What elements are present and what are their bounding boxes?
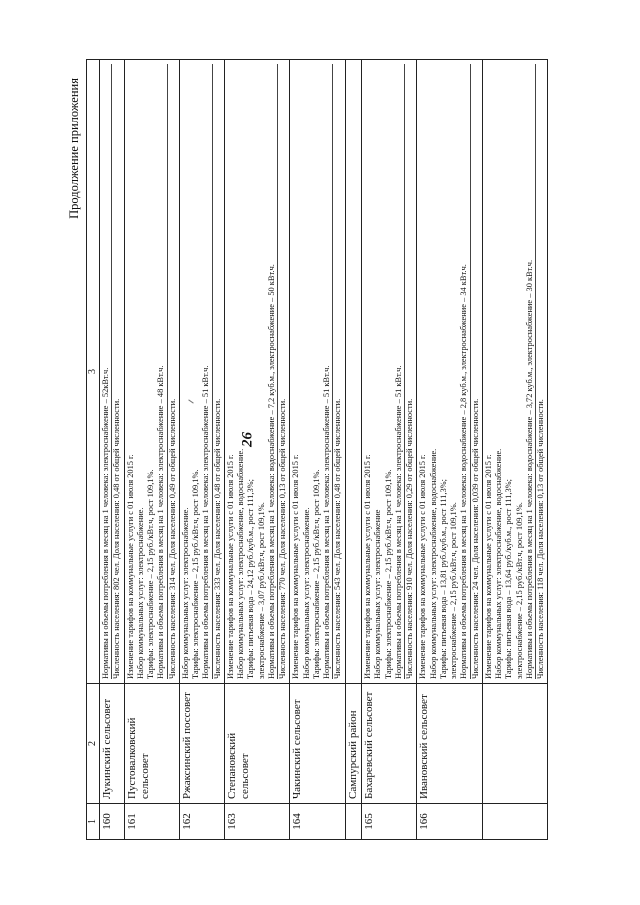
description-line: Изменение тарифов на коммунальные услуги с 01 июля 2015 г. [363,454,373,679]
description-line: Нормативы и объемы потребления в месяц на 1 человека: водоснабжение – 2,8 куб.м., электроснабжение – 34 кВт.ч. [459,264,469,679]
description-line: электроснабжение – 2,15 руб./кВт.ч, рост 109,1%. [449,502,459,679]
table-row [290,60,345,840]
description-line: электроснабжение – 2,15 руб./кВт.ч, рост 109,1%. [514,502,524,679]
table-row [179,60,224,840]
row-number: 162 [179,804,224,840]
description-line: Набор коммунальных услуг: электроснабжение [373,509,383,679]
header-cell-3: 3 [87,60,100,684]
description-line: Численность населения: 333 чел. Доля населения: 0,48 от общей численности. [212,64,223,679]
description-line: Численность населения: 802 чел. Доля населения: 0,48 от общей численности. [111,64,122,679]
description-line: Численность населения: 314 чел. Доля населения: 0,49 от общей численности. [167,64,178,679]
description-line: Численность населения: 910 чел. Доля населения: 0,29 от общей численности. [404,64,415,679]
description-line: Набор коммунальных услуг: электроснабжение, водоснабжение. [428,448,438,679]
table-row [124,60,179,840]
row-number: 161 [124,804,179,840]
region-row [345,60,361,840]
settlement-name: Степановский сельсовет [224,684,290,804]
table-row [417,60,483,840]
description-line: Тарифы: питьевая вода – 24,12 руб./куб.м., рост 111,3%; [246,479,256,679]
description-line: Численность населения: 118 чел. Доля населения: 0,13 от общей численности. [535,64,546,679]
description-line: Тарифы: электроснабжение – 2,15 руб./кВт.ч, рост 109,1%. [191,469,201,679]
description-line: Нормативы и объемы потребления в месяц на 1 человека: электроснабжение – 48 кВт.ч. [156,365,166,679]
settlement-name: Бахаревский сельсовет [362,684,417,804]
description-line: Тарифы: электроснабжение – 2,15 руб./кВт.ч, рост 109,1%. [311,469,321,679]
description-line: Нормативы и объемы потребления в месяц на 1 человека: электроснабжение – 51 кВт.ч. [201,365,211,679]
row-description [100,60,125,684]
table-row [362,60,417,840]
rotated-page [64,60,612,840]
table-row [100,60,125,840]
description-line: Численность населения: 770 чел. Доля населения: 0,13 от общей численности. [277,64,288,679]
description-line: Тарифы: электроснабжение – 2,15 руб./кВт.ч, рост 109,1%. [383,469,393,679]
description-line: Нормативы и объемы потребления в месяц на 1 человека: электроснабжение – 51 кВт.ч. [393,365,403,679]
row-description [417,60,483,684]
page-number: 26 [239,432,256,447]
settlement-name: Чакинский сельсовет [290,684,345,804]
settlement-name: Ивановский сельсовет [417,684,483,804]
description-line: Нормативы и объемы потребления в месяц на 1 человека: электроснабжение – 51 кВт.ч. [322,365,332,679]
header-cell-2: 2 [87,684,100,804]
description-line: электроснабжение – 3,07 руб./кВт.ч, рост 109,1%. [256,502,266,679]
row-number: 160 [100,804,125,840]
description-line: Тарифы: электроснабжение – 2,15 руб./кВт.ч, рост 109,1%. [146,469,156,679]
description-line: Изменение тарифов на коммунальные услуги с 01 июля 2015 г. [418,454,428,679]
header-cell-1: 1 [87,804,100,840]
description-line: Набор коммунальных услуг: электроснабжение, водоснабжение. [494,448,504,679]
settlement-name: Пустовалковский сельсовет [124,684,179,804]
table-row [482,60,548,840]
description-line: Изменение тарифов на коммунальные услуги с 01 июля 2015 г. [291,454,301,679]
row-description [179,60,224,684]
settlement-name: Ржаксинский поссовет [179,684,224,804]
table-row [224,60,290,840]
description-line: Набор коммунальных услуг: электроснабжение. [180,507,190,679]
row-number: 164 [290,804,345,840]
description-line: Изменение тарифов на коммунальные услуги с 01 июля 2015 г. [225,454,235,679]
description-line: Нормативы и объемы потребления в месяц на 1 человека: водоснабжение – 7,2 куб.м., электроснабжение – 50 кВт.ч. [266,264,276,679]
row-number: 165 [362,804,417,840]
description-line: Численность населения: 543 чел. Доля населения: 0,48 от общей численности. [332,64,343,679]
description-line: Изменение тарифов на коммунальные услуги с 01 июля 2015 г. [483,454,493,679]
row-description [124,60,179,684]
row-number: 163 [224,804,290,840]
description-line: Набор коммунальных услуг: электроснабжение. [135,507,145,679]
tariff-table [86,59,548,840]
description-line: Набор коммунальных услуг: электроснабжение, водоснабжение. [236,448,246,679]
row-description [362,60,417,684]
description-line: Тарифы: питьевая вода – 13,64 руб./куб.м., рост 111,3%; [504,479,514,679]
region-name: Сампурский район [345,684,361,804]
row-description [224,60,290,684]
row-number: 166 [417,804,483,840]
description-line: Изменение тарифов на коммунальные услуги с 01 июля 2015 г. [125,454,135,679]
description-line: Численность населения: 24 чел. Доля населения: 0,039 от общей численности. [470,64,481,679]
description-line: Нормативы и объемы потребления в месяц на 1 человека: водоснабжение – 3,72 куб.м., электроснабжение – 30 кВт.ч. [524,259,534,679]
row-description [290,60,345,684]
row-number [345,804,361,840]
settlement-name [482,684,548,804]
row-description [482,60,548,684]
row-description [345,60,361,684]
description-line: Набор коммунальных услуг: электроснабжение. [301,507,311,679]
description-line: Тарифы: питьевая вода – 13,81 руб./куб.м., рост 111,3%; [438,479,448,679]
row-number [482,804,548,840]
description-line: Нормативы и объемы потребления в месяц на 1 человека: электроснабжение – 52кВт.ч. [101,367,111,679]
appendix-continuation-label: Продолжение приложения [67,78,81,219]
table-header-row [87,60,100,840]
settlement-name: Лукинский сельсовет [100,684,125,804]
